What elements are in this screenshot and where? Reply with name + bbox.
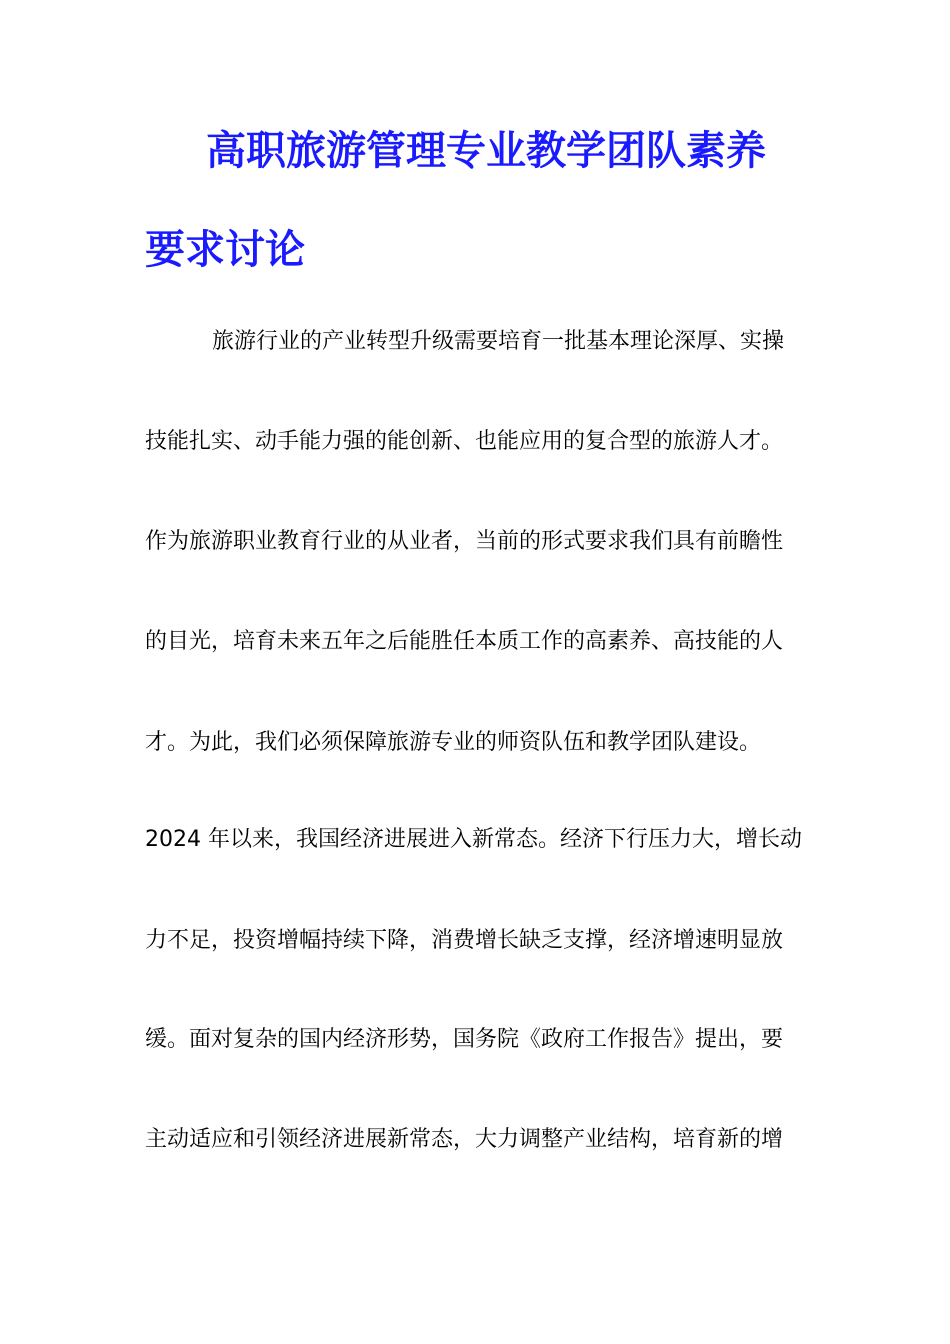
paragraph-line: 力不足，投资增幅持续下降，消费增长缺乏支撑，经济增速明显放 [145, 928, 784, 953]
paragraph-line: 缓。面对复杂的国内经济形势，国务院《政府工作报告》提出，要 [145, 1027, 784, 1052]
paragraph-line: 旅游行业的产业转型升级需要培育一批基本理论深厚、实操 [212, 329, 785, 354]
paragraph-line: 才。为此，我们必须保障旅游专业的师资队伍和教学团队建设。 [145, 730, 762, 755]
paragraph-line: 作为旅游职业教育行业的从业者，当前的形式要求我们具有前瞻性 [145, 529, 784, 554]
document-title-line-2: 要求讨论 [145, 227, 305, 273]
document-title-line-1: 高职旅游管理专业教学团队素养 [206, 128, 766, 174]
paragraph-line: 技能扎实、动手能力强的能创新、也能应用的复合型的旅游人才。 [145, 429, 784, 454]
paragraph-line: 的目光，培育未来五年之后能胜任本质工作的高素养、高技能的人 [145, 629, 784, 654]
paragraph-line: 2024 年以来，我国经济进展进入新常态。经济下行压力大，增长动 [145, 827, 802, 852]
paragraph-line: 主动适应和引领经济进展新常态，大力调整产业结构，培育新的增 [145, 1127, 784, 1152]
